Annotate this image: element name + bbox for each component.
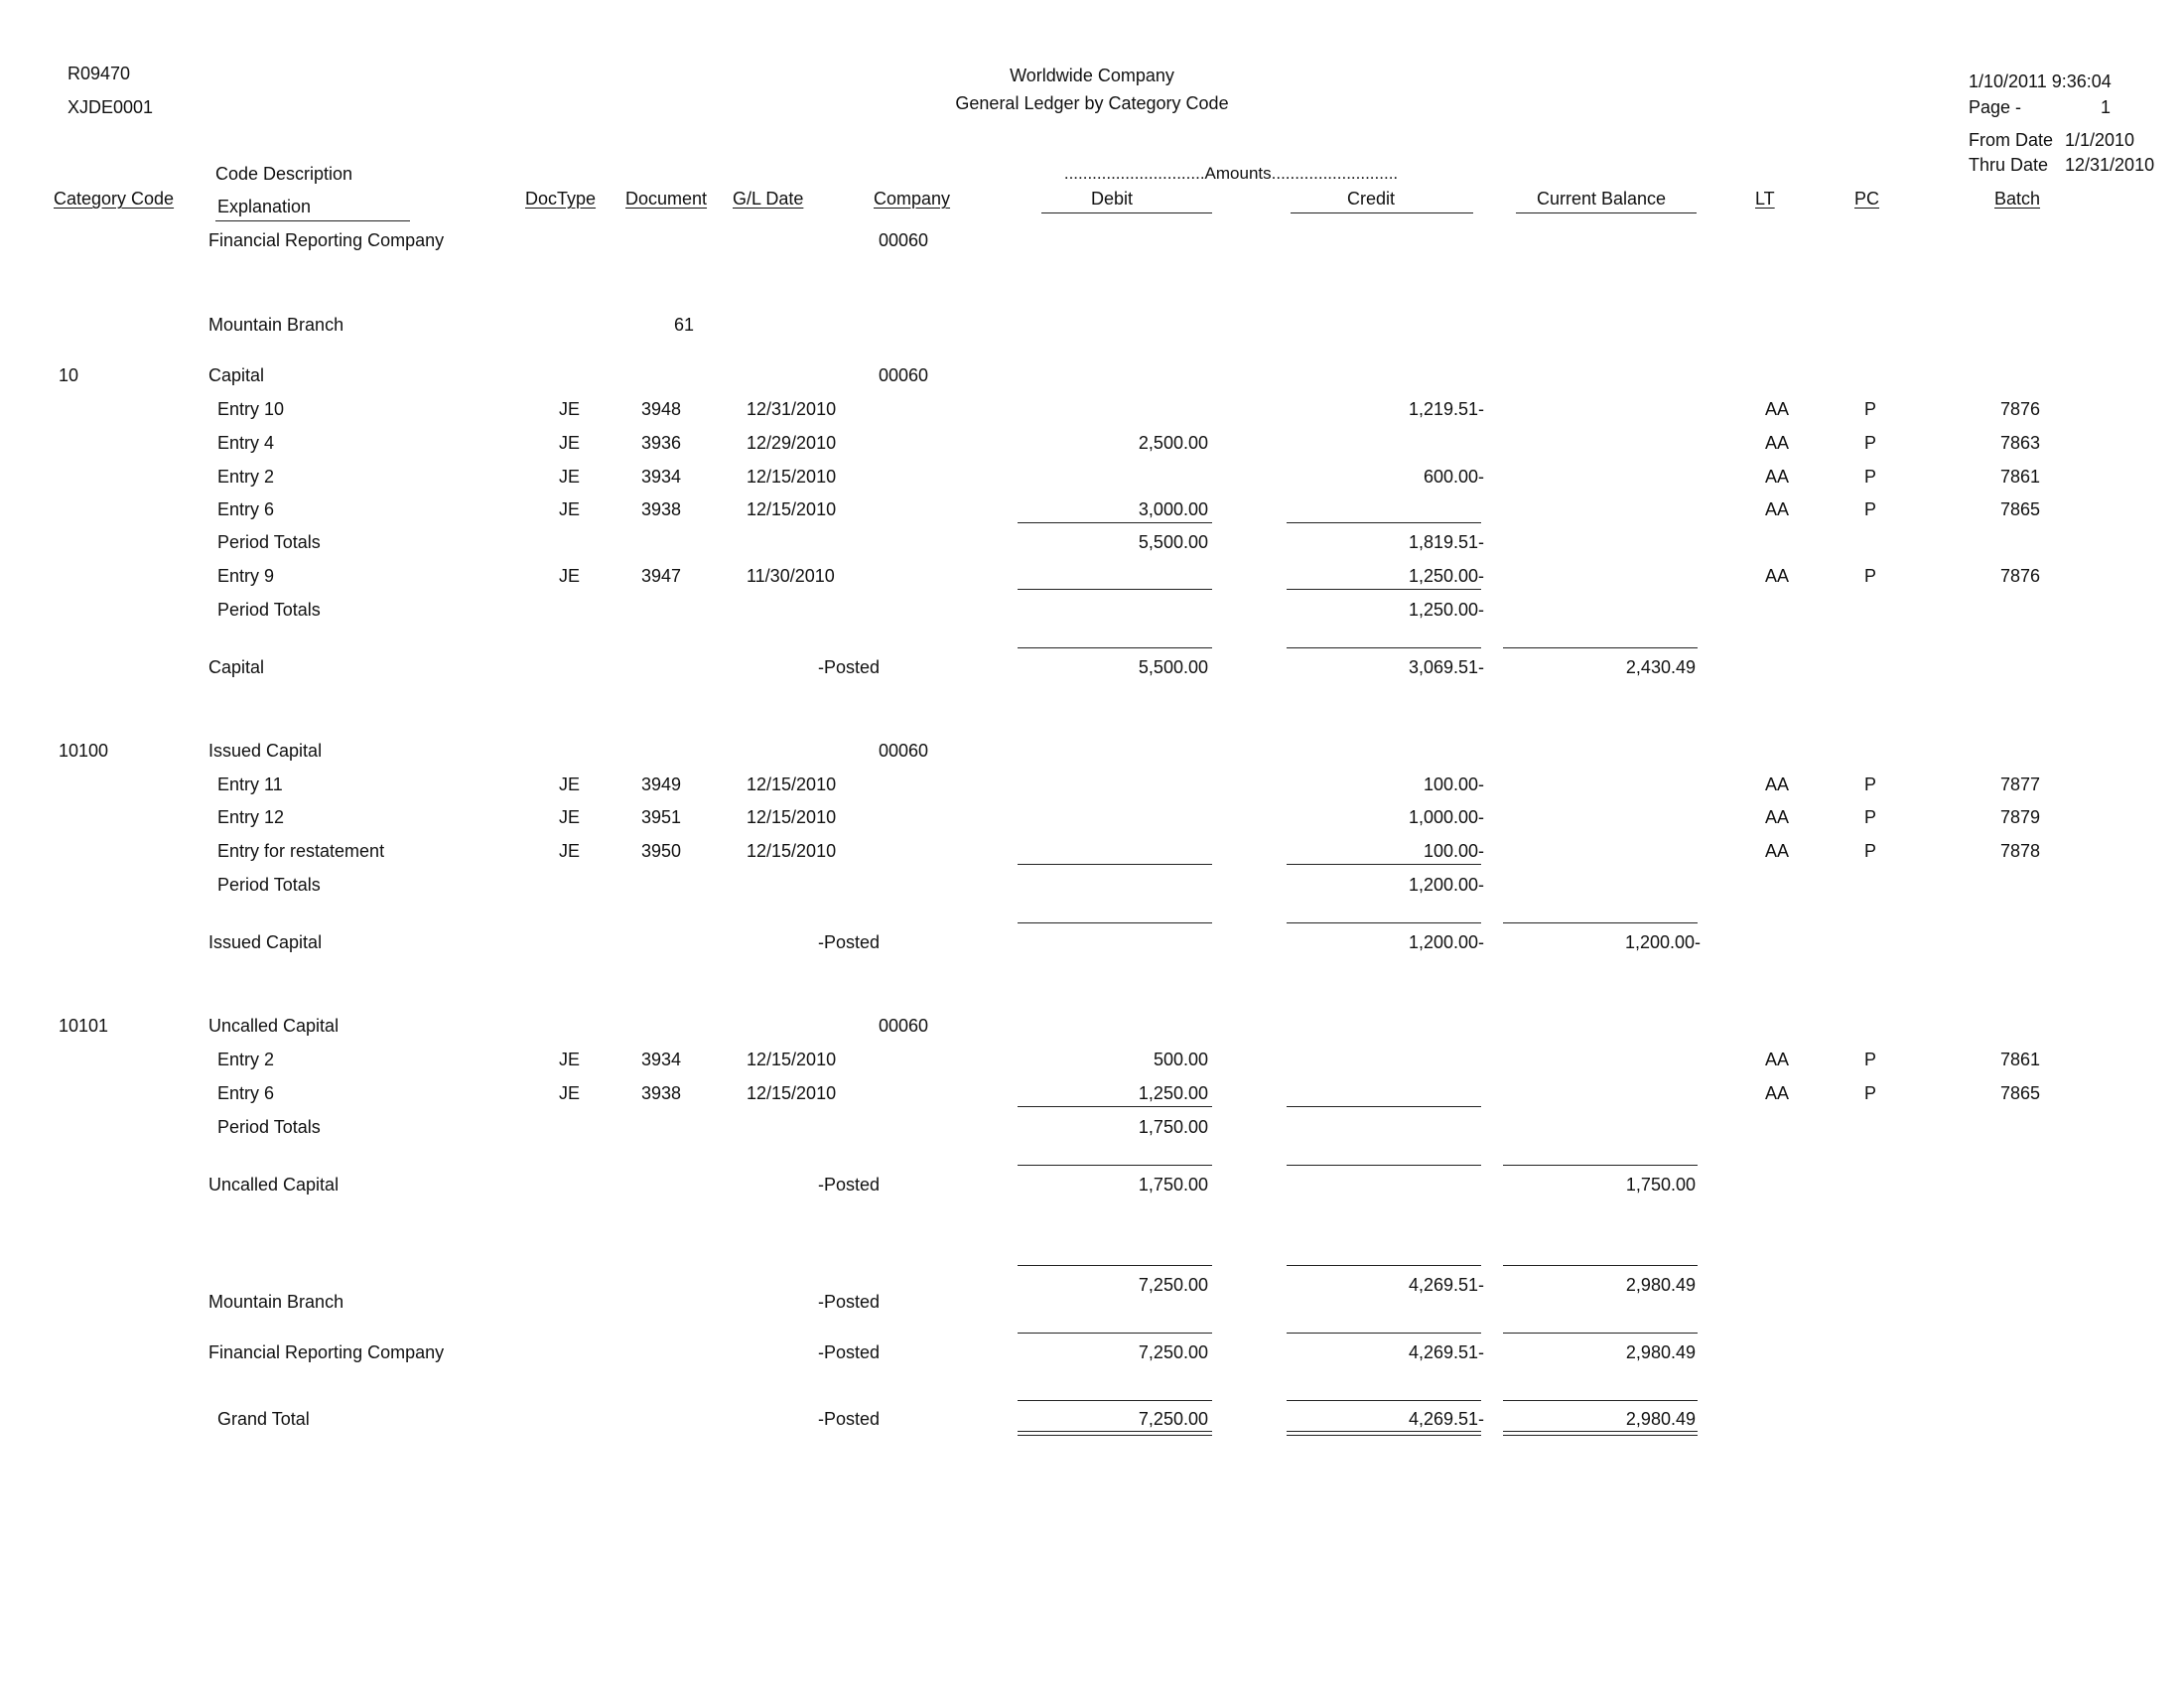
company-total-balance: 2,980.49: [1625, 1342, 1696, 1362]
row-gl-date: 12/15/2010: [747, 774, 837, 794]
category-company: 00060: [879, 741, 929, 761]
period-totals-debit: 5,500.00: [1138, 532, 1208, 552]
row-credit: 600.00-: [1423, 467, 1484, 487]
row-gl-date: 12/15/2010: [747, 807, 837, 827]
total-rule: [1018, 647, 1212, 648]
row-debit: 500.00: [1153, 1050, 1208, 1069]
category-description: Uncalled Capital: [208, 1016, 340, 1036]
row-lt: AA: [1765, 467, 1790, 487]
total-rule: [1287, 922, 1481, 923]
col-gl-date: G/L Date: [733, 189, 804, 209]
row-lt: AA: [1765, 1083, 1790, 1103]
from-date-label: From Date: [1969, 130, 2054, 150]
subtotal-rule: [1287, 589, 1481, 590]
row-batch: 7861: [2000, 1050, 2041, 1069]
report-title: General Ledger by Category Code: [955, 93, 1229, 113]
category-total-balance: 2,430.49: [1625, 657, 1696, 677]
row-document: 3938: [641, 499, 682, 519]
row-gl-date: 12/15/2010: [747, 467, 837, 487]
row-explanation: Entry 12: [217, 807, 285, 827]
total-rule: [1018, 1400, 1212, 1401]
row-document: 3948: [641, 399, 682, 419]
category-total-balance: 1,200.00-: [1624, 932, 1701, 952]
branch-total-balance: 2,980.49: [1625, 1275, 1696, 1295]
col-lt: LT: [1755, 189, 1775, 209]
row-batch: 7865: [2000, 499, 2041, 519]
row-explanation: Entry 2: [217, 467, 275, 487]
total-rule: [1018, 1265, 1212, 1266]
col-doctype: DocType: [525, 189, 597, 209]
row-explanation: Entry 9: [217, 566, 275, 586]
branch-total-label: Mountain Branch: [208, 1292, 344, 1312]
row-gl-date: 12/15/2010: [747, 1050, 837, 1069]
total-rule: [1503, 1333, 1698, 1334]
row-gl-date: 12/15/2010: [747, 499, 837, 519]
grand-total-double-rule: [1287, 1431, 1481, 1436]
row-document: 3934: [641, 1050, 682, 1069]
total-rule: [1018, 1333, 1212, 1334]
grand-total-credit: 4,269.51-: [1408, 1409, 1484, 1429]
grand-total-posted: -Posted: [818, 1409, 881, 1429]
thru-date: 12/31/2010: [2065, 155, 2155, 175]
total-rule: [1503, 1265, 1698, 1266]
total-rule: [1287, 647, 1481, 648]
company-block-company: 00060: [879, 230, 929, 250]
period-totals-label: Period Totals: [217, 1117, 321, 1137]
subtotal-rule: [1018, 522, 1212, 523]
row-pc: P: [1864, 774, 1877, 794]
row-lt: AA: [1765, 499, 1790, 519]
row-credit: 100.00-: [1423, 774, 1484, 794]
row-gl-date: 12/15/2010: [747, 841, 837, 861]
row-doctype: JE: [559, 566, 581, 586]
category-total-posted: -Posted: [818, 932, 881, 952]
subtotal-rule: [1287, 522, 1481, 523]
row-credit: 1,000.00-: [1408, 807, 1484, 827]
company-name: Worldwide Company: [1010, 66, 1174, 85]
category-total-label: Capital: [208, 657, 265, 677]
category-total-debit: 5,500.00: [1138, 657, 1208, 677]
report-id: R09470: [68, 64, 131, 83]
row-doctype: JE: [559, 1050, 581, 1069]
row-lt: AA: [1765, 566, 1790, 586]
thru-date-label: Thru Date: [1969, 155, 2049, 175]
total-rule: [1503, 1165, 1698, 1166]
category-code: 10100: [59, 741, 109, 761]
subtotal-rule: [1018, 1106, 1212, 1107]
col-batch: Batch: [1994, 189, 2041, 209]
row-document: 3938: [641, 1083, 682, 1103]
row-pc: P: [1864, 499, 1877, 519]
row-doctype: JE: [559, 841, 581, 861]
row-batch: 7879: [2000, 807, 2041, 827]
row-doctype: JE: [559, 467, 581, 487]
row-credit: 1,219.51-: [1408, 399, 1484, 419]
row-debit: 2,500.00: [1138, 433, 1208, 453]
company-block-name: Financial Reporting Company: [208, 230, 445, 250]
company-total-label: Financial Reporting Company: [208, 1342, 445, 1362]
period-totals-credit: 1,200.00-: [1408, 875, 1484, 895]
col-document: Document: [625, 189, 708, 209]
subtotal-rule: [1018, 864, 1212, 865]
row-doctype: JE: [559, 399, 581, 419]
row-lt: AA: [1765, 807, 1790, 827]
row-pc: P: [1864, 566, 1877, 586]
row-doctype: JE: [559, 1083, 581, 1103]
total-rule: [1503, 1400, 1698, 1401]
category-total-posted: -Posted: [818, 657, 881, 677]
row-batch: 7861: [2000, 467, 2041, 487]
grand-total-debit: 7,250.00: [1138, 1409, 1208, 1429]
row-batch: 7863: [2000, 433, 2041, 453]
row-lt: AA: [1765, 1050, 1790, 1069]
period-totals-label: Period Totals: [217, 600, 321, 620]
col-explanation: Explanation: [217, 197, 312, 216]
period-totals-label: Period Totals: [217, 875, 321, 895]
total-rule: [1503, 647, 1698, 648]
category-total-credit: 3,069.51-: [1408, 657, 1484, 677]
col-debit: Debit: [1090, 189, 1134, 209]
category-total-label: Uncalled Capital: [208, 1175, 340, 1195]
row-explanation: Entry 6: [217, 1083, 275, 1103]
row-doctype: JE: [559, 499, 581, 519]
row-gl-date: 11/30/2010: [747, 566, 835, 586]
total-rule: [1287, 1165, 1481, 1166]
row-lt: AA: [1765, 433, 1790, 453]
row-doctype: JE: [559, 774, 581, 794]
row-pc: P: [1864, 807, 1877, 827]
explanation-underline: [215, 220, 410, 221]
col-category-code: Category Code: [54, 189, 175, 209]
total-rule: [1018, 922, 1212, 923]
company-total-credit: 4,269.51-: [1408, 1342, 1484, 1362]
period-totals-label: Period Totals: [217, 532, 321, 552]
category-company: 00060: [879, 1016, 929, 1036]
col-credit: Credit: [1346, 189, 1395, 209]
subtotal-rule: [1287, 864, 1481, 865]
page-label: Page -: [1969, 97, 2022, 117]
row-document: 3951: [641, 807, 682, 827]
category-total-credit: 1,200.00-: [1408, 932, 1484, 952]
branch-total-posted: -Posted: [818, 1292, 881, 1312]
row-pc: P: [1864, 467, 1877, 487]
row-lt: AA: [1765, 774, 1790, 794]
row-gl-date: 12/15/2010: [747, 1083, 837, 1103]
category-code: 10: [59, 365, 79, 385]
branch-total-credit: 4,269.51-: [1408, 1275, 1484, 1295]
row-explanation: Entry 11: [217, 774, 283, 794]
row-document: 3934: [641, 467, 682, 487]
col-company: Company: [874, 189, 951, 209]
from-date: 1/1/2010: [2065, 130, 2135, 150]
row-pc: P: [1864, 433, 1877, 453]
row-debit: 1,250.00: [1138, 1083, 1208, 1103]
balance-underline: [1516, 212, 1697, 213]
row-batch: 7877: [2000, 774, 2041, 794]
col-current-balance: Current Balance: [1536, 189, 1667, 209]
row-pc: P: [1864, 841, 1877, 861]
row-gl-date: 12/31/2010: [747, 399, 837, 419]
branch-block-document: 61: [674, 315, 695, 335]
branch-total-debit: 7,250.00: [1138, 1275, 1208, 1295]
category-code: 10101: [59, 1016, 109, 1036]
row-pc: P: [1864, 1050, 1877, 1069]
grand-total-double-rule: [1503, 1431, 1698, 1436]
row-gl-date: 12/29/2010: [747, 433, 837, 453]
row-doctype: JE: [559, 433, 581, 453]
total-rule: [1018, 1165, 1212, 1166]
category-description: Capital: [208, 365, 265, 385]
row-document: 3947: [641, 566, 682, 586]
row-debit: 3,000.00: [1138, 499, 1208, 519]
row-credit: 100.00-: [1423, 841, 1484, 861]
total-rule: [1287, 1265, 1481, 1266]
subtotal-rule: [1018, 589, 1212, 590]
period-totals-debit: 1,750.00: [1138, 1117, 1208, 1137]
company-total-debit: 7,250.00: [1138, 1342, 1208, 1362]
environment-id: XJDE0001: [68, 97, 154, 117]
row-pc: P: [1864, 399, 1877, 419]
branch-block-name: Mountain Branch: [208, 315, 344, 335]
row-document: 3950: [641, 841, 682, 861]
category-total-balance: 1,750.00: [1625, 1175, 1696, 1195]
company-total-posted: -Posted: [818, 1342, 881, 1362]
row-pc: P: [1864, 1083, 1877, 1103]
grand-total-double-rule: [1018, 1431, 1212, 1436]
credit-underline: [1291, 212, 1473, 213]
row-explanation: Entry 2: [217, 1050, 275, 1069]
row-batch: 7876: [2000, 566, 2041, 586]
category-description: Issued Capital: [208, 741, 323, 761]
total-rule: [1503, 922, 1698, 923]
row-explanation: Entry 6: [217, 499, 275, 519]
col-code-description: Code Description: [215, 164, 353, 184]
col-amounts: ..............................Amounts...........................: [1063, 164, 1399, 183]
total-rule: [1287, 1400, 1481, 1401]
period-totals-credit: 1,250.00-: [1408, 600, 1484, 620]
grand-total-label: Grand Total: [217, 1409, 310, 1429]
category-company: 00060: [879, 365, 929, 385]
row-lt: AA: [1765, 399, 1790, 419]
row-explanation: Entry 4: [217, 433, 275, 453]
row-explanation: Entry 10: [217, 399, 285, 419]
row-explanation: Entry for restatement: [217, 841, 385, 861]
row-document: 3936: [641, 433, 682, 453]
grand-total-balance: 2,980.49: [1625, 1409, 1696, 1429]
debit-underline: [1041, 212, 1212, 213]
category-total-debit: 1,750.00: [1138, 1175, 1208, 1195]
period-totals-credit: 1,819.51-: [1408, 532, 1484, 552]
category-total-label: Issued Capital: [208, 932, 323, 952]
row-batch: 7876: [2000, 399, 2041, 419]
page-number: 1: [2101, 97, 2112, 117]
total-rule: [1287, 1333, 1481, 1334]
row-batch: 7878: [2000, 841, 2041, 861]
row-document: 3949: [641, 774, 682, 794]
row-doctype: JE: [559, 807, 581, 827]
subtotal-rule: [1287, 1106, 1481, 1107]
row-batch: 7865: [2000, 1083, 2041, 1103]
row-lt: AA: [1765, 841, 1790, 861]
category-total-posted: -Posted: [818, 1175, 881, 1195]
report-datetime: 1/10/2011 9:36:04: [1969, 71, 2112, 91]
row-credit: 1,250.00-: [1408, 566, 1484, 586]
col-pc: PC: [1854, 189, 1880, 209]
